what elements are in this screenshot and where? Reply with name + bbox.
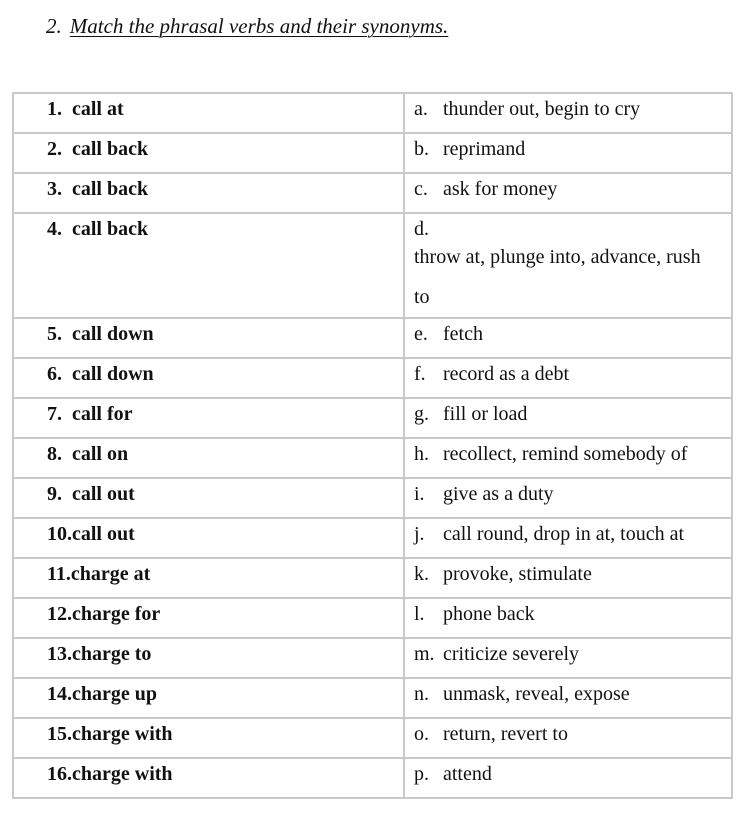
phrasal-verb-cell — [13, 358, 404, 398]
synonym-letter: d. — [414, 218, 429, 240]
synonym-letter: a. — [414, 98, 428, 120]
synonym-cell — [404, 678, 732, 718]
table-row — [13, 213, 732, 318]
phrasal-verb-cell — [13, 173, 404, 213]
synonym-letter: h. — [414, 443, 429, 465]
table-row — [13, 558, 732, 598]
synonym-letter: k. — [414, 563, 429, 585]
synonym-text: thunder out, begin to cry — [443, 98, 641, 120]
synonym-text: recollect, remind somebody of — [443, 443, 688, 465]
phrasal-verb-cell — [13, 758, 404, 798]
phrasal-verb-cell — [13, 438, 404, 478]
table-row — [13, 758, 732, 798]
synonym-cell — [404, 638, 732, 678]
matching-table — [12, 92, 733, 799]
synonym-text: ask for money — [443, 178, 558, 200]
phrasal-verb-cell — [13, 638, 404, 678]
table-row — [13, 93, 732, 133]
synonym-cell — [404, 518, 732, 558]
table-row — [13, 173, 732, 213]
synonym-letter: b. — [414, 138, 429, 160]
synonym-cell — [404, 398, 732, 438]
synonym-cell — [404, 758, 732, 798]
synonym-text: criticize severely — [443, 643, 580, 665]
synonym-letter: m. — [414, 643, 435, 665]
synonym-text: call round, drop in at, touch at — [443, 523, 685, 545]
synonym-letter: n. — [414, 683, 429, 705]
synonym-cell — [404, 93, 732, 133]
exercise-number: 2. — [46, 14, 62, 38]
table-row — [13, 598, 732, 638]
synonym-letter: j. — [414, 523, 425, 545]
phrasal-verb-cell — [13, 678, 404, 718]
synonym-cell — [404, 598, 732, 638]
synonym-text: provoke, stimulate — [443, 563, 592, 585]
synonym-text: record as a debt — [443, 363, 570, 385]
table-row — [13, 438, 732, 478]
synonym-cell — [404, 318, 732, 358]
synonym-cell — [404, 558, 732, 598]
synonym-text: phone back — [443, 603, 535, 625]
table-row — [13, 478, 732, 518]
phrasal-verb-cell — [13, 518, 404, 558]
table-row — [13, 398, 732, 438]
synonym-text: unmask, reveal, expose — [443, 683, 630, 705]
phrasal-verb: 15.charge with — [47, 723, 173, 745]
synonym-text: fill or load — [443, 403, 528, 425]
phrasal-verb: 3. call back — [47, 178, 149, 200]
table-row — [13, 518, 732, 558]
phrasal-verb: 9. call out — [47, 483, 135, 505]
phrasal-verb: 4. call back — [47, 218, 149, 240]
synonym-cell — [404, 133, 732, 173]
table-row — [13, 718, 732, 758]
phrasal-verb-cell — [13, 398, 404, 438]
synonym-text: fetch — [443, 323, 483, 345]
phrasal-verb: 1. call at — [47, 98, 124, 120]
phrasal-verb-cell — [13, 598, 404, 638]
table-row — [13, 638, 732, 678]
phrasal-verb: 12.charge for — [47, 603, 161, 625]
phrasal-verb: 11.charge at — [47, 563, 151, 585]
synonym-text: give as a duty — [443, 483, 554, 505]
synonym-letter: f. — [414, 363, 426, 385]
synonym-letter: p. — [414, 763, 429, 785]
synonym-letter: o. — [414, 723, 429, 745]
exercise-instruction: Match the phrasal verbs and their synonyms. — [69, 14, 449, 38]
phrasal-verb-cell — [13, 318, 404, 358]
phrasal-verb: 10.call out — [47, 523, 135, 545]
table-row — [13, 358, 732, 398]
synonym-letter: l. — [414, 603, 425, 625]
synonym-cell — [404, 478, 732, 518]
synonym-letter: g. — [414, 403, 429, 425]
synonym-letter: e. — [414, 323, 428, 345]
synonym-cell — [404, 438, 732, 478]
phrasal-verb: 6. call down — [47, 363, 154, 385]
phrasal-verb: 13.charge to — [47, 643, 152, 665]
phrasal-verb-cell — [13, 558, 404, 598]
phrasal-verb-cell — [13, 718, 404, 758]
table-row — [13, 133, 732, 173]
synonym-cell — [404, 358, 732, 398]
synonym-cell — [404, 173, 732, 213]
phrasal-verb: 5. call down — [47, 323, 154, 345]
synonym-cell — [404, 213, 732, 318]
exercise-heading — [46, 12, 448, 40]
phrasal-verb-cell — [13, 478, 404, 518]
synonym-text: reprimand — [443, 138, 526, 160]
synonym-cell — [404, 718, 732, 758]
phrasal-verb-cell — [13, 133, 404, 173]
phrasal-verb: 16.charge with — [47, 763, 173, 785]
synonym-text: attend — [443, 763, 492, 785]
phrasal-verb-cell — [13, 93, 404, 133]
synonym-letter: i. — [414, 483, 425, 505]
synonym-letter: c. — [414, 178, 428, 200]
phrasal-verb: 7. call for — [47, 403, 133, 425]
phrasal-verb: 2. call back — [47, 138, 149, 160]
table-row — [13, 318, 732, 358]
matching-table-body — [13, 93, 732, 798]
phrasal-verb-cell — [13, 213, 404, 318]
synonym-text: return, revert to — [443, 723, 568, 745]
phrasal-verb: 14.charge up — [47, 683, 157, 705]
phrasal-verb: 8. call on — [47, 443, 129, 465]
table-row — [13, 678, 732, 718]
synonym-text: throw at, plunge into, advance, rush to — [414, 246, 701, 308]
